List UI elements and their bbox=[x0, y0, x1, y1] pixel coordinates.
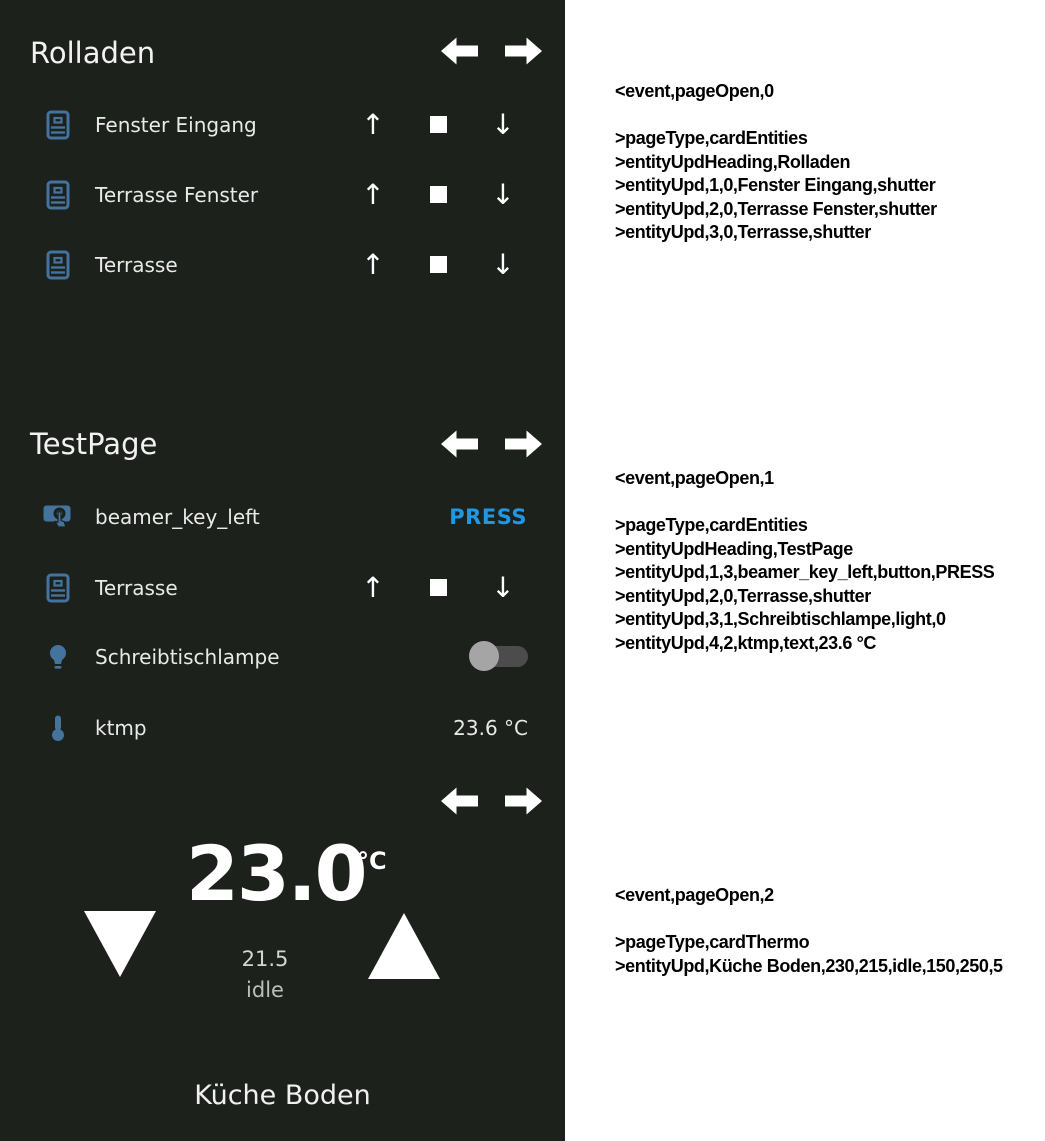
log-line: >entityUpd,1,3,beamer_key_left,button,PRESS bbox=[615, 562, 995, 582]
log-line: >pageType,cardEntities bbox=[615, 515, 808, 535]
target-temperature: 21.5 bbox=[241, 947, 289, 971]
protocol-log-block bbox=[615, 80, 937, 245]
log-line: >entityUpd,2,0,Terrasse Fenster,shutter bbox=[615, 198, 937, 219]
gesture-tap-button-icon bbox=[42, 501, 72, 531]
log-event-line: <event,pageOpen,0 bbox=[615, 81, 774, 101]
log-line: >entityUpd,4,2,ktmp,text,23.6 °C bbox=[615, 632, 876, 653]
thermo-decrease-button[interactable] bbox=[84, 911, 156, 977]
shutter-down-button[interactable]: ↓ bbox=[491, 248, 515, 281]
light-toggle-switch[interactable] bbox=[469, 641, 529, 672]
log-line: >entityUpdHeading,Rolladen bbox=[615, 151, 851, 172]
shutter-up-button[interactable]: ↑ bbox=[361, 571, 385, 604]
shutter-down-button[interactable]: ↓ bbox=[491, 178, 515, 211]
entity-label: Terrasse bbox=[95, 576, 178, 600]
thermo-increase-button[interactable] bbox=[368, 913, 440, 979]
shutter-stop-button[interactable] bbox=[430, 186, 447, 203]
shutter-up-button[interactable]: ↑ bbox=[361, 178, 385, 211]
log-event-line: <event,pageOpen,2 bbox=[615, 885, 774, 905]
entity-row bbox=[0, 499, 565, 535]
protocol-log-block bbox=[615, 467, 994, 655]
toggle-knob bbox=[469, 641, 499, 671]
shutter-up-button[interactable]: ↑ bbox=[361, 108, 385, 141]
window-shutter-icon bbox=[46, 250, 70, 280]
temperature-unit: °C bbox=[357, 847, 387, 875]
shutter-stop-button[interactable] bbox=[430, 116, 447, 133]
window-shutter-icon bbox=[46, 110, 70, 140]
log-blank-line bbox=[615, 491, 994, 515]
press-button[interactable]: PRESS bbox=[449, 505, 527, 529]
entity-row bbox=[0, 710, 565, 746]
log-blank-line bbox=[615, 908, 1003, 932]
entity-row bbox=[0, 639, 565, 675]
page-next-arrow-icon[interactable] bbox=[505, 786, 542, 816]
thermometer-icon bbox=[48, 714, 68, 742]
log-line: >entityUpd,3,0,Terrasse,shutter bbox=[615, 222, 871, 242]
sensor-value: 23.6 °C bbox=[453, 716, 528, 740]
log-line: >entityUpdHeading,TestPage bbox=[615, 538, 853, 559]
shutter-down-button[interactable]: ↓ bbox=[491, 571, 515, 604]
page-title-rolladen: Rolladen bbox=[30, 36, 156, 70]
entity-row bbox=[0, 247, 565, 283]
log-line: >pageType,cardEntities bbox=[615, 128, 808, 148]
shutter-stop-button[interactable] bbox=[430, 579, 447, 596]
page-next-arrow-icon[interactable] bbox=[505, 36, 542, 66]
log-line: >entityUpd,1,0,Fenster Eingang,shutter bbox=[615, 175, 936, 195]
log-event-line: <event,pageOpen,1 bbox=[615, 468, 774, 488]
shutter-down-button[interactable]: ↓ bbox=[491, 108, 515, 141]
entity-label: Terrasse Fenster bbox=[95, 183, 259, 207]
page-title-testpage: TestPage bbox=[30, 427, 158, 461]
entity-label: Schreibtischlampe bbox=[95, 645, 280, 669]
lightbulb-icon bbox=[47, 643, 69, 671]
entity-label: Fenster Eingang bbox=[95, 113, 257, 137]
window-shutter-icon bbox=[46, 573, 70, 603]
log-line: >pageType,cardThermo bbox=[615, 932, 810, 952]
protocol-log-block bbox=[615, 884, 1003, 978]
entity-row bbox=[0, 107, 565, 143]
page-prev-arrow-icon[interactable] bbox=[441, 786, 478, 816]
thermo-entity-name: Küche Boden bbox=[194, 1080, 371, 1111]
log-line: >entityUpd,2,0,Terrasse,shutter bbox=[615, 585, 871, 606]
page-next-arrow-icon[interactable] bbox=[505, 429, 542, 459]
entity-label: Terrasse bbox=[95, 253, 178, 277]
entity-label: beamer_key_left bbox=[95, 505, 260, 529]
entity-row bbox=[0, 177, 565, 213]
hvac-state: idle bbox=[246, 978, 284, 1002]
window-shutter-icon bbox=[46, 180, 70, 210]
shutter-up-button[interactable]: ↑ bbox=[361, 248, 385, 281]
entity-label: ktmp bbox=[95, 716, 147, 740]
log-line: >entityUpd,3,1,Schreibtischlampe,light,0 bbox=[615, 609, 946, 629]
page-prev-arrow-icon[interactable] bbox=[441, 36, 478, 66]
current-temperature: 23.0 bbox=[186, 829, 366, 918]
shutter-stop-button[interactable] bbox=[430, 256, 447, 273]
log-blank-line bbox=[615, 104, 937, 128]
entity-row bbox=[0, 570, 565, 606]
page-prev-arrow-icon[interactable] bbox=[441, 429, 478, 459]
log-line: >entityUpd,Küche Boden,230,215,idle,150,250,5 bbox=[615, 955, 1003, 976]
